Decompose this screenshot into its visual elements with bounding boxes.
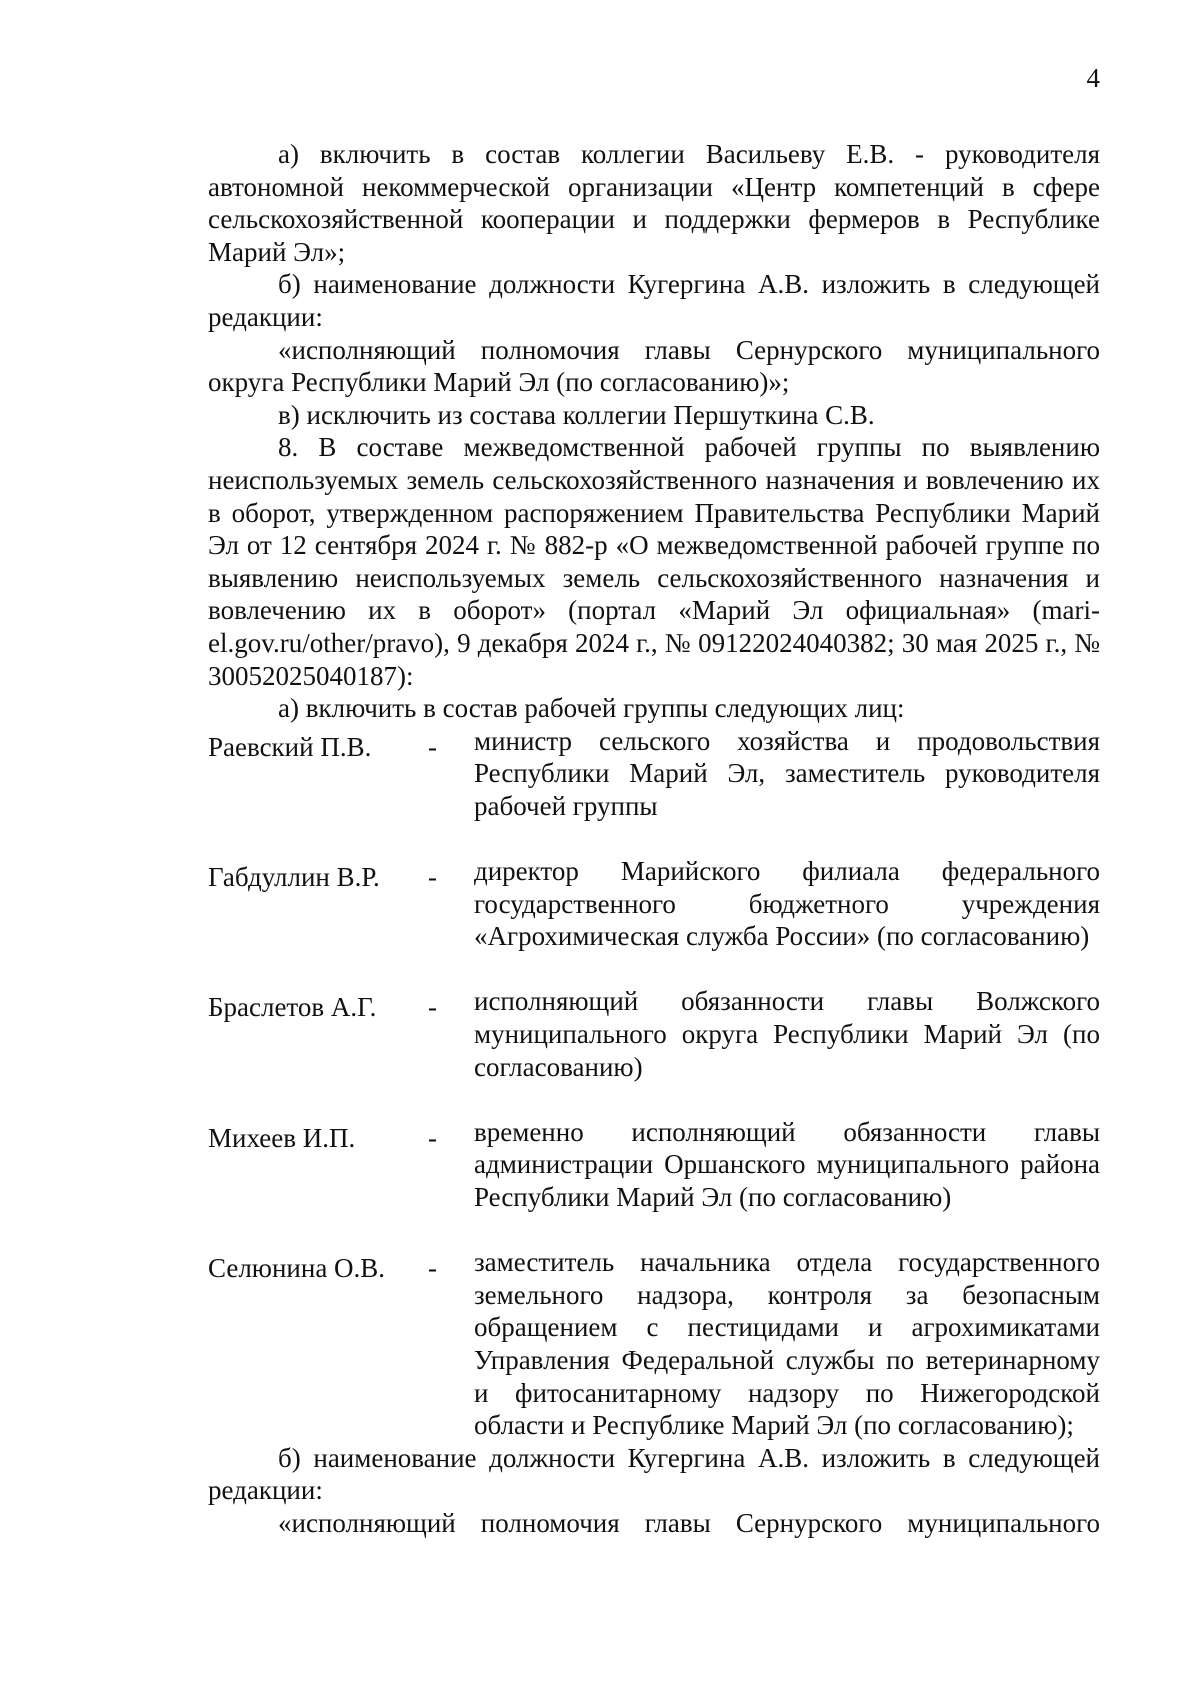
member-role: временно исполняющий обязанности главы администрации Оршанского муниципального района Республики Марий Эл (по согласованию)	[474, 1116, 1100, 1212]
paragraph-b-rename-position-2: б) наименование должности Кугергина А.В. изложить в следующей редакции:	[208, 1442, 1100, 1506]
member-row	[208, 1246, 1100, 1442]
member-row	[208, 985, 1100, 1083]
member-dash: -	[428, 992, 437, 1023]
member-role: директор Марийского филиала федерального государственного бюджетного учреждения «Агрохимическая служба России» (по согласованию)	[474, 856, 1100, 952]
member-name: Браслетов А.Г.	[208, 992, 377, 1023]
document-body	[208, 138, 1100, 1540]
paragraph-v-exclude-pershutkin: в) исключить из состава коллегии Першуткина С.В.	[278, 399, 875, 430]
paragraph-quote-new-title-2: «исполняющий полномочия главы Сернурского муниципального	[278, 1507, 1100, 1538]
paragraph-8-working-group: 8. В составе межведомственной рабочей группы по выявлению неиспользуемых земель сельскохозяйственного назначения и вовлечению их в оборот, утвержденном распоряжением Правительства Республики Марий Эл от 12 сентября 2024 г. № 882-р «О межведомственной рабочей группе по выявлению неиспользуемых земель сельскохозяйственного назначения и вовлечению их в оборот» (портал «Марий Эл официальная» (mari-el.gov.ru/other/pravo), 9 декабря 2024 г., № 09122024040382; 30 мая 2025 г., № 30052025040187):	[208, 432, 1100, 691]
paragraph-quote-new-title: «исполняющий полномочия главы Сернурского муниципального округа Республики Марий Эл (по согласованию)»;	[208, 334, 1100, 398]
member-row	[208, 725, 1100, 823]
member-dash: -	[428, 1253, 437, 1284]
member-row	[208, 1116, 1100, 1214]
paragraph-a-include-vasilyeva: а) включить в состав коллегии Васильеву Е.В. - руководителя автономной некоммерческой организации «Центр компетенций в сфере сельскохозяйственной кооперации и поддержки фермеров в Республике Марий Эл»;	[208, 139, 1100, 267]
member-name: Михеев И.П.	[208, 1122, 356, 1153]
member-dash: -	[428, 731, 437, 762]
page-number: 4	[1086, 63, 1100, 93]
member-list	[208, 725, 1100, 1442]
member-name: Раевский П.В.	[208, 731, 372, 762]
member-role: заместитель начальника отдела государственного земельного надзора, контроля за безопасным обращением с пестицидами и агрохимикатами Управления Федеральной службы по ветеринарному и фитосанитарному надзору по Нижегородской области и Республике Марий Эл (по согласованию);	[474, 1247, 1100, 1441]
member-name: Селюнина О.В.	[208, 1253, 386, 1284]
member-row	[208, 855, 1100, 953]
paragraph-8a-include-members: а) включить в состав рабочей группы следующих лиц:	[278, 693, 905, 724]
member-dash: -	[428, 1122, 437, 1153]
paragraph-b-rename-position: б) наименование должности Кугергина А.В. изложить в следующей редакции:	[208, 269, 1100, 332]
member-role: министр сельского хозяйства и продовольствия Республики Марий Эл, заместитель руководителя рабочей группы	[474, 725, 1100, 821]
member-name: Габдуллин В.Р.	[208, 862, 380, 893]
member-role: исполняющий обязанности главы Волжского муниципального округа Республики Марий Эл (по согласованию)	[474, 986, 1100, 1082]
member-dash: -	[428, 862, 437, 893]
